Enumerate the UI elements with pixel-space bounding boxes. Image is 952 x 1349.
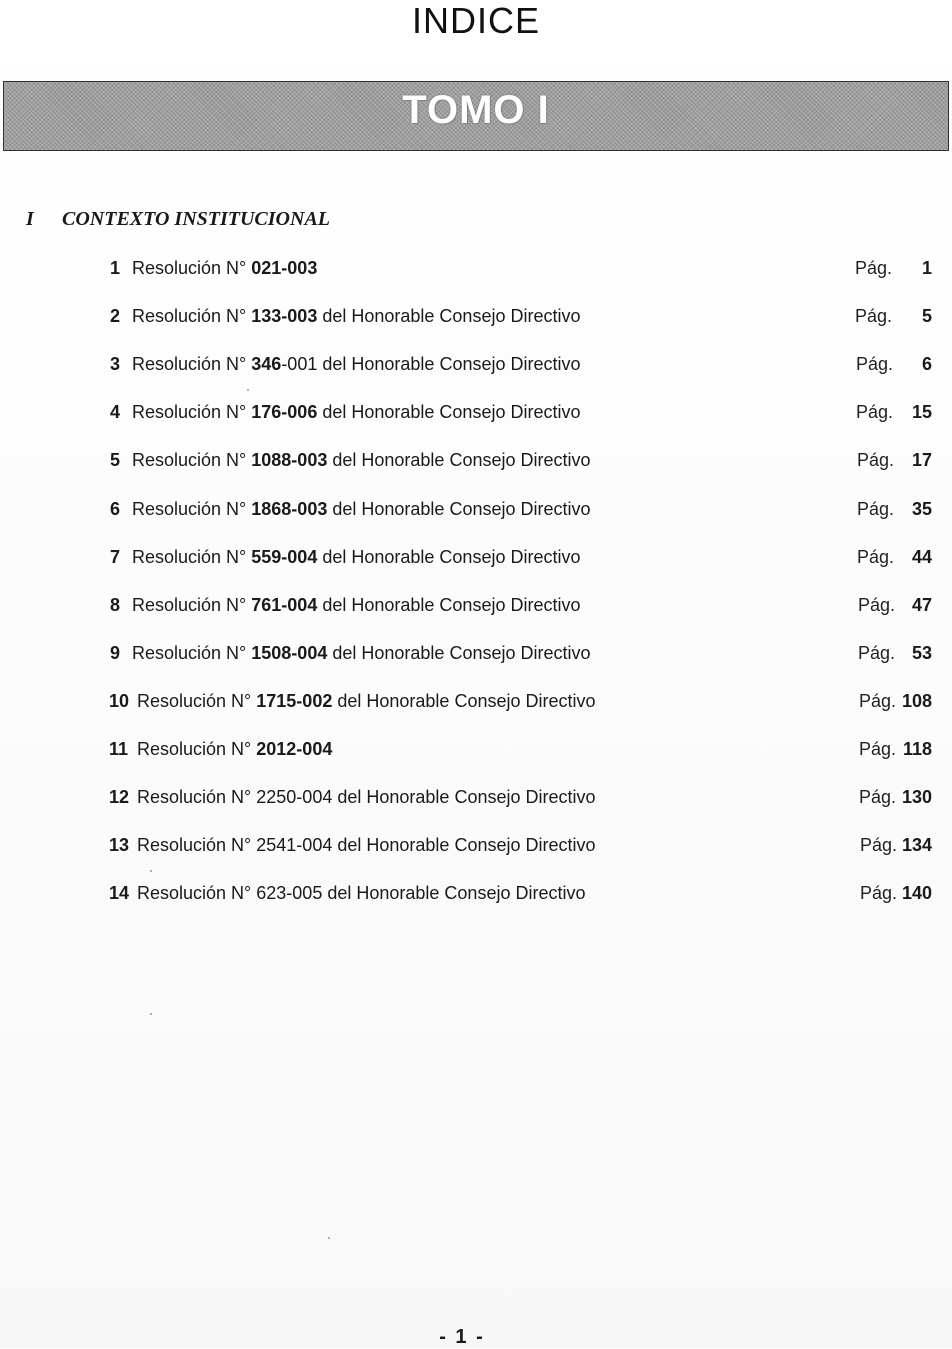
toc-entry-page-label: Pág. [857, 499, 895, 519]
toc-entry-code: 021-003 [251, 258, 318, 278]
toc-entry-number: 14 [109, 883, 130, 903]
toc-entry-page-number: 6 [921, 354, 932, 374]
toc-entry-text [109, 691, 596, 712]
toc-entry-page-number: 15 [911, 402, 932, 422]
toc-entry-suffix: del Honorable Consejo Directivo [337, 787, 596, 807]
toc-entry-prefix: Resolución N° [132, 306, 247, 326]
toc-entry-page-label: Pág. [859, 739, 897, 759]
toc-entry-page-label: Pág. [860, 835, 898, 855]
toc-entry-text [110, 402, 580, 423]
toc-entry-page-number: 44 [911, 547, 932, 567]
toc-entry-text [110, 450, 591, 471]
toc-entry-suffix: del Honorable Consejo Directivo [322, 354, 581, 374]
toc-entry-suffix: del Honorable Consejo Directivo [332, 643, 591, 663]
toc-entry-page-number: 35 [911, 499, 932, 519]
toc-entry-suffix: del Honorable Consejo Directivo [332, 499, 591, 519]
toc-entry [0, 547, 952, 571]
toc-entry-text [110, 258, 317, 279]
toc-entry [0, 643, 952, 667]
toc-entry [0, 402, 952, 426]
toc-entry-number: 5 [110, 450, 121, 470]
toc-entry-prefix: Resolución N° [137, 691, 252, 711]
toc-entry-number: 7 [110, 547, 121, 567]
scan-speck [247, 389, 249, 391]
toc-entry-page-label: Pág. [858, 643, 896, 663]
toc-entry [0, 354, 952, 378]
toc-entry-suffix: del Honorable Consejo Directivo [322, 595, 581, 615]
toc-entry-page-number: 5 [921, 306, 932, 326]
toc-entry-page-label: Pág. [860, 883, 898, 903]
toc-entry-page-number: 130 [901, 787, 932, 807]
toc-entry-text [110, 306, 580, 327]
toc-entry [0, 499, 952, 523]
toc-entry-code: 2012-004 [256, 739, 333, 759]
toc-entry-code-rest: 2541-004 [256, 835, 333, 855]
toc-entry-text [109, 883, 585, 904]
toc-entry-page-label: Pág. [857, 547, 895, 567]
toc-entry [0, 787, 952, 811]
toc-entry [0, 883, 952, 907]
toc-entry-code: 1508-004 [251, 643, 328, 663]
toc-entry-text [110, 499, 591, 520]
toc-entry-text [110, 547, 580, 568]
scan-speck [150, 1013, 152, 1015]
toc-entry-prefix: Resolución N° [137, 883, 252, 903]
toc-entry-page-number: 47 [911, 595, 932, 615]
toc-entry-page-label: Pág. [859, 787, 897, 807]
toc-entry-code-rest: 623-005 [256, 883, 323, 903]
toc-entry [0, 306, 952, 330]
toc-entry-page-number: 134 [901, 835, 932, 855]
page-number-footer: - 1 - [439, 1326, 485, 1348]
toc-entry-prefix: Resolución N° [132, 258, 247, 278]
toc-entry-page-number: 108 [901, 691, 932, 711]
toc-entry-text [110, 643, 591, 664]
toc-entry-page-label: Pág. [859, 691, 897, 711]
toc-entry [0, 691, 952, 715]
toc-entry-suffix: del Honorable Consejo Directivo [322, 306, 581, 326]
toc-entry-text [110, 595, 580, 616]
toc-entry-page-label: Pág. [856, 354, 894, 374]
toc-entry-number: 11 [109, 739, 129, 759]
toc-entry [0, 450, 952, 474]
toc-entry-text [110, 354, 581, 375]
toc-entry-prefix: Resolución N° [132, 643, 247, 663]
toc-entry-suffix: del Honorable Consejo Directivo [332, 450, 591, 470]
toc-entry-page-number: 1 [921, 258, 932, 278]
toc-entry-prefix: Resolución N° [132, 354, 247, 374]
toc-entry-code: 1088-003 [251, 450, 328, 470]
toc-entry-number: 2 [110, 306, 121, 326]
toc-entry-suffix: del Honorable Consejo Directivo [337, 835, 596, 855]
toc-entry-number: 6 [110, 499, 121, 519]
toc-entry-code-rest: 2250-004 [256, 787, 333, 807]
toc-entry-prefix: Resolución N° [137, 835, 252, 855]
toc-entry-page-label: Pág. [858, 595, 896, 615]
toc-entry-suffix: del Honorable Consejo Directivo [322, 547, 581, 567]
toc-entry-page-number: 17 [911, 450, 932, 470]
toc-entry [0, 835, 952, 859]
toc-entry-page-label: Pág. [855, 258, 893, 278]
toc-entry-code: 176-006 [251, 402, 318, 422]
toc-entry-suffix: del Honorable Consejo Directivo [337, 691, 596, 711]
toc-entry-suffix: del Honorable Consejo Directivo [322, 402, 581, 422]
toc-entry-text [109, 835, 596, 856]
toc-entry-number: 13 [109, 835, 130, 855]
toc-entry-prefix: Resolución N° [132, 450, 247, 470]
toc-entry-code: 559-004 [251, 547, 318, 567]
toc-entry-prefix: Resolución N° [137, 787, 252, 807]
toc-entry [0, 258, 952, 282]
toc-entry-page-number: 118 [902, 739, 932, 759]
toc-entry-prefix: Resolución N° [137, 739, 252, 759]
toc-entry-suffix: del Honorable Consejo Directivo [327, 883, 586, 903]
toc-entry-page-number: 53 [911, 643, 932, 663]
toc-entry-number: 8 [110, 595, 121, 615]
volume-banner [3, 81, 949, 151]
section-heading [26, 208, 330, 231]
toc-entry-page-number: 140 [901, 883, 932, 903]
toc-entry-prefix: Resolución N° [132, 499, 247, 519]
toc-entry-page-label: Pág. [857, 450, 895, 470]
toc-entry-number: 1 [110, 258, 121, 278]
toc-entry-number: 10 [109, 691, 130, 711]
section-title: CONTEXTO INSTITUCIONAL [62, 208, 330, 230]
toc-entry-code: 346 [251, 354, 282, 374]
toc-entry-prefix: Resolución N° [132, 595, 247, 615]
toc-entry [0, 595, 952, 619]
page-title: INDICE [411, 0, 540, 41]
toc-entry-code: 1715-002 [256, 691, 333, 711]
toc-entry-code: 761-004 [251, 595, 318, 615]
section-number: I [26, 208, 34, 230]
scan-speck [150, 870, 152, 872]
toc-entry-code-rest: -001 [281, 354, 318, 374]
toc-entry-code: 1868-003 [251, 499, 328, 519]
toc-entry-number: 9 [110, 643, 121, 663]
toc-entry-prefix: Resolución N° [132, 402, 247, 422]
scan-speck [328, 1237, 330, 1239]
toc-entry-text [109, 787, 596, 808]
toc-entry-number: 4 [110, 402, 121, 422]
toc-entry [0, 739, 952, 763]
toc-entry-code: 133-003 [251, 306, 318, 326]
volume-banner-title: TOMO I [402, 88, 550, 132]
toc-entry-prefix: Resolución N° [132, 547, 247, 567]
toc-entry-number: 3 [110, 354, 121, 374]
toc-entry-number: 12 [109, 787, 130, 807]
toc-entry-page-label: Pág. [855, 306, 893, 326]
toc-entry-page-label: Pág. [856, 402, 894, 422]
toc-entry-text [109, 739, 332, 760]
